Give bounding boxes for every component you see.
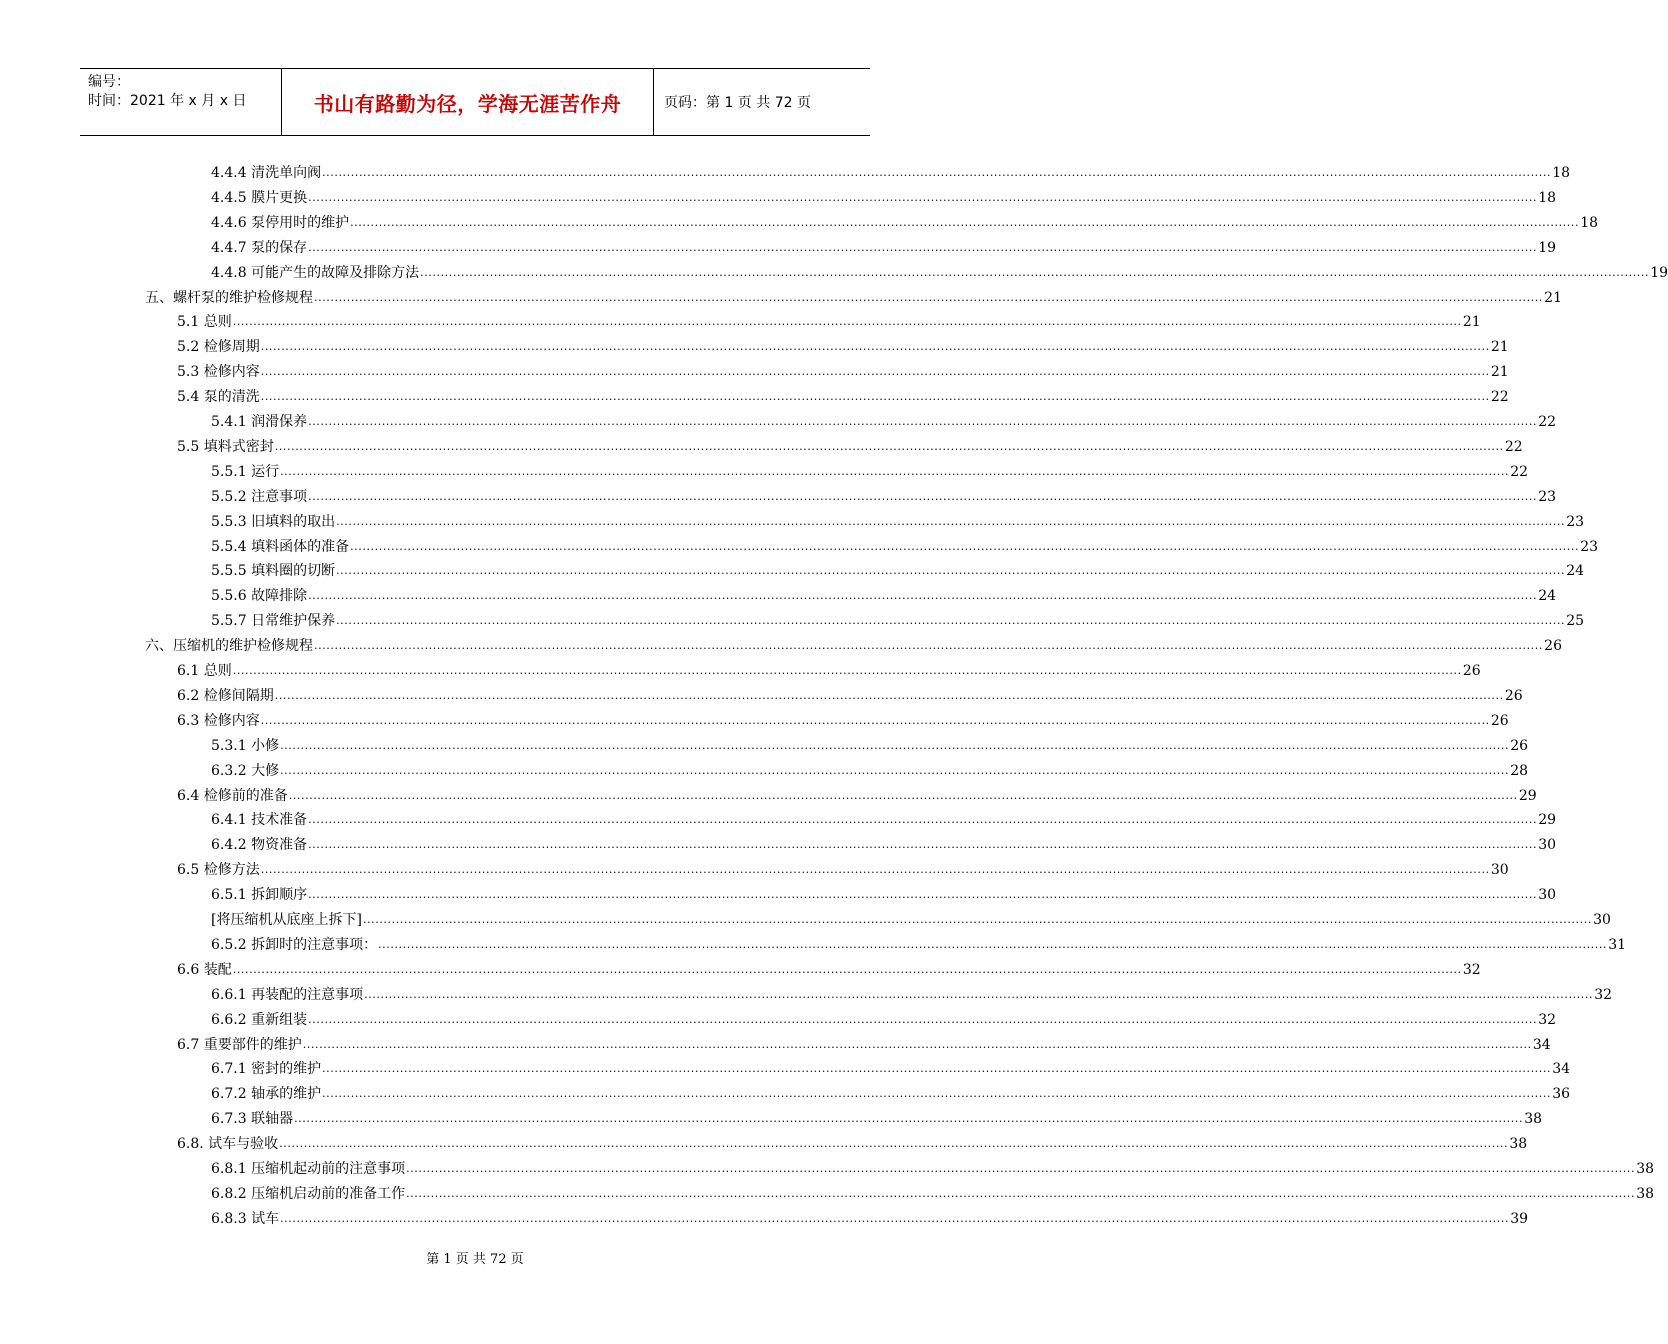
toc-dot-leader: ............................................................................................................................................................................................................................................................................................................	[260, 390, 1490, 404]
toc-dot-leader: ............................................................................................................................................................................................................................................................................................................	[302, 1037, 1532, 1051]
toc-entry-page: 28	[1510, 762, 1529, 779]
toc-entry[interactable]	[211, 1204, 1529, 1228]
toc-dot-leader: ............................................................................................................................................................................................................................................................................................................	[232, 664, 1462, 677]
toc-entry[interactable]	[211, 158, 1571, 182]
toc-entry-page: 18	[1580, 214, 1599, 231]
toc-entry-label: 6.7 重要部件的维护	[177, 1036, 302, 1053]
toc-entry[interactable]	[211, 258, 1668, 282]
toc-entry[interactable]	[177, 706, 1509, 730]
toc-entry-label: 6.7.2 轴承的维护	[211, 1086, 322, 1103]
toc-entry-label: 5.5.6 故障排除	[211, 588, 308, 605]
toc-dot-leader: ............................................................................................................................................................................................................................................................................................................	[336, 614, 1566, 628]
toc-entry-page: 19	[1538, 239, 1557, 256]
toc-dot-leader: ............................................................................................................................................................................................................................................................................................................	[350, 539, 1580, 553]
toc-dot-leader: ............................................................................................................................................................................................................................................................................................................	[406, 1186, 1636, 1200]
toc-entry-page: 21	[1490, 364, 1509, 381]
toc-dot-leader: ............................................................................................................................................................................................................................................................................................................	[260, 863, 1490, 877]
toc-entry[interactable]	[211, 805, 1557, 829]
toc-dot-leader: ............................................................................................................................................................................................................................................................................................................	[274, 688, 1504, 702]
toc-entry-page: 23	[1538, 488, 1557, 505]
toc-entry[interactable]	[211, 507, 1585, 531]
toc-entry[interactable]	[177, 357, 1509, 381]
toc-entry-page: 38	[1524, 1111, 1543, 1128]
toc-entry-page: 34	[1532, 1036, 1551, 1053]
toc-entry-label: 6.6.1 再装配的注意事项	[211, 986, 364, 1003]
toc-entry[interactable]	[211, 1054, 1571, 1078]
toc-entry-page: 26	[1490, 712, 1509, 729]
toc-entry[interactable]	[177, 681, 1523, 705]
toc-entry[interactable]	[145, 631, 1562, 655]
toc-entry-label: 6.5 检修方法	[177, 862, 260, 879]
toc-entry[interactable]	[211, 581, 1557, 605]
toc-entry-page: 24	[1566, 563, 1585, 580]
toc-entry-label: 五、螺杆泵的维护检修规程	[145, 289, 313, 306]
toc-entry[interactable]	[211, 532, 1599, 556]
serial-number-label: 编号：	[88, 74, 130, 90]
toc-dot-leader: ............................................................................................................................................................................................................................................................................................................	[308, 415, 1538, 428]
toc-entry-label: 4.4.6 泵停用时的维护	[211, 214, 350, 231]
toc-entry-page: 23	[1566, 513, 1585, 530]
toc-entry-label: 5.4.1 润滑保养	[211, 414, 308, 430]
toc-entry-page: 30	[1490, 862, 1509, 879]
toc-entry-label: 4.4.8 可能产生的故障及排除方法	[211, 264, 420, 281]
toc-entry-page: 34	[1552, 1061, 1571, 1078]
toc-dot-leader: ............................................................................................................................................................................................................................................................................................................	[280, 763, 1510, 777]
toc-entry-page: 21	[1490, 339, 1509, 356]
toc-entry-page: 38	[1636, 1161, 1655, 1177]
toc-entry-label: 5.5 填料式密封	[177, 438, 274, 455]
toc-entry-page: 39	[1510, 1210, 1529, 1227]
toc-dot-leader: ............................................................................................................................................................................................................................................................................................................	[308, 838, 1538, 852]
toc-entry-page: 30	[1538, 837, 1557, 854]
toc-entry-page: 26	[1544, 638, 1562, 655]
toc-entry[interactable]	[211, 606, 1585, 630]
toc-entry-label: 5.5.4 填料函体的准备	[211, 538, 350, 555]
toc-entry[interactable]	[177, 332, 1509, 356]
toc-entry-page: 38	[1636, 1185, 1655, 1202]
toc-entry[interactable]	[211, 1005, 1557, 1029]
toc-entry[interactable]	[211, 1179, 1655, 1203]
toc-dot-leader: ............................................................................................................................................................................................................................................................................................................	[308, 813, 1538, 827]
toc-entry-label: [将压缩机从底座上拆下]	[211, 912, 362, 928]
toc-entry-label: 5.4 泵的清洗	[177, 389, 260, 406]
toc-entry[interactable]	[211, 905, 1611, 929]
toc-entry-page: 32	[1538, 1011, 1557, 1028]
toc-dot-leader: ............................................................................................................................................................................................................................................................................................................	[274, 439, 1504, 453]
toc-dot-leader: ............................................................................................................................................................................................................................................................................................................	[364, 987, 1594, 1001]
toc-entry-page: 26	[1510, 737, 1529, 754]
toc-dot-leader: ............................................................................................................................................................................................................................................................................................................	[260, 340, 1490, 354]
toc-entry[interactable]	[177, 1129, 1528, 1153]
toc-entry-label: 6.6.2 重新组装	[211, 1011, 308, 1028]
toc-entry-page: 24	[1538, 588, 1557, 605]
toc-entry[interactable]	[211, 407, 1557, 431]
toc-entry-page: 22	[1510, 463, 1529, 480]
toc-entry-label: 5.5.1 运行	[211, 463, 280, 480]
toc-entry[interactable]	[177, 382, 1509, 406]
toc-entry[interactable]	[211, 457, 1529, 481]
toc-entry-page: 26	[1504, 687, 1523, 704]
toc-entry-label: 6.7.3 联轴器	[211, 1111, 294, 1128]
toc-entry[interactable]	[211, 1079, 1571, 1103]
toc-entry-label: 6.7.1 密封的维护	[211, 1061, 322, 1078]
toc-entry[interactable]	[177, 1030, 1551, 1054]
toc-entry-page: 38	[1509, 1136, 1528, 1153]
toc-entry[interactable]	[177, 656, 1481, 680]
toc-dot-leader: ............................................................................................................................................................................................................................................................................................................	[308, 1012, 1538, 1026]
toc-entry-label: 5.1 总则	[177, 314, 232, 331]
toc-entry-label: 5.3.1 小修	[211, 737, 280, 754]
toc-dot-leader: ............................................................................................................................................................................................................................................................................................................	[308, 190, 1538, 204]
toc-entry-label: 5.5.3 旧填料的取出	[211, 513, 336, 530]
toc-dot-leader: ............................................................................................................................................................................................................................................................................................................	[308, 888, 1538, 902]
toc-entry-label: 6.3 检修内容	[177, 712, 260, 729]
toc-dot-leader: ............................................................................................................................................................................................................................................................................................................	[279, 1137, 1509, 1151]
toc-entry-page: 25	[1566, 613, 1585, 630]
toc-dot-leader: ............................................................................................................................................................................................................................................................................................................	[308, 240, 1538, 254]
toc-dot-leader: ............................................................................................................................................................................................................................................................................................................	[314, 639, 1543, 653]
toc-entry[interactable]	[211, 980, 1613, 1004]
toc-entry-label: 4.4.7 泵的保存	[211, 239, 308, 256]
toc-entry-label: 4.4.5 膜片更换	[211, 189, 308, 206]
toc-dot-leader: ............................................................................................................................................................................................................................................................................................................	[280, 464, 1510, 478]
toc-entry-page: 22	[1538, 414, 1557, 430]
page-header	[80, 68, 870, 136]
toc-entry[interactable]	[211, 233, 1557, 257]
toc-entry-label: 6.5.2 拆卸时的注意事项：	[211, 936, 378, 953]
toc-dot-leader: ............................................................................................................................................................................................................................................................................................................	[232, 315, 1462, 329]
toc-dot-leader: ............................................................................................................................................................................................................................................................................................................	[322, 166, 1552, 179]
toc-entry-page: 26	[1462, 663, 1481, 679]
toc-entry-label: 6.4.2 物资准备	[211, 837, 308, 854]
toc-dot-leader: ............................................................................................................................................................................................................................................................................................................	[406, 1162, 1636, 1175]
toc-dot-leader: ............................................................................................................................................................................................................................................................................................................	[260, 713, 1490, 727]
header-page-label: 页码：第 1 页 共 72 页	[664, 95, 811, 111]
toc-dot-leader: ............................................................................................................................................................................................................................................................................................................	[288, 788, 1518, 802]
toc-dot-leader: ............................................................................................................................................................................................................................................................................................................	[362, 913, 1592, 926]
toc-entry[interactable]	[211, 208, 1599, 232]
toc-entry-page: 18	[1552, 165, 1571, 181]
toc-entry-label: 6.8. 试车与验收	[177, 1136, 279, 1153]
toc-entry[interactable]	[177, 955, 1481, 979]
toc-entry-page: 31	[1608, 936, 1627, 953]
page-footer: 第 1 页 共 72 页	[426, 1252, 524, 1267]
toc-dot-leader: ............................................................................................................................................................................................................................................................................................................	[378, 937, 1608, 951]
toc-entry[interactable]	[211, 482, 1557, 506]
toc-entry-page: 19	[1650, 264, 1668, 281]
toc-entry-label: 6.2 检修间隔期	[177, 687, 274, 704]
toc-entry-page: 21	[1462, 314, 1481, 331]
toc-entry-page: 23	[1580, 538, 1599, 555]
toc-entry-label: 6.1 总则	[177, 663, 232, 679]
toc-entry-label: 6.3.2 大修	[211, 762, 280, 779]
toc-entry[interactable]	[211, 1154, 1655, 1178]
toc-dot-leader: ............................................................................................................................................................................................................................................................................................................	[232, 962, 1462, 976]
toc-entry-label: 6.8.3 试车	[211, 1210, 280, 1227]
toc-entry-label: 4.4.4 清洗单向阀	[211, 165, 322, 181]
toc-entry-label: 5.5.5 填料圈的切断	[211, 563, 336, 580]
toc-dot-leader: ............................................................................................................................................................................................................................................................................................................	[294, 1112, 1524, 1126]
toc-entry[interactable]	[211, 556, 1585, 580]
toc-dot-leader: ............................................................................................................................................................................................................................................................................................................	[420, 265, 1650, 279]
toc-entry-page: 18	[1538, 189, 1557, 206]
toc-entry-label: 6.4 检修前的准备	[177, 787, 288, 804]
toc-entry-page: 36	[1552, 1086, 1571, 1103]
toc-entry[interactable]	[145, 283, 1562, 307]
toc-dot-leader: ............................................................................................................................................................................................................................................................................................................	[260, 365, 1490, 379]
toc-dot-leader: ............................................................................................................................................................................................................................................................................................................	[336, 564, 1566, 578]
toc-entry-page: 22	[1490, 389, 1509, 406]
toc-entry-label: 5.5.2 注意事项	[211, 488, 308, 505]
toc-entry-page: 29	[1518, 787, 1537, 804]
toc-entry-label: 六、压缩机的维护检修规程	[145, 638, 313, 655]
toc-dot-leader: ............................................................................................................................................................................................................................................................................................................	[280, 1211, 1510, 1225]
toc-entry[interactable]	[211, 930, 1627, 954]
toc-dot-leader: ............................................................................................................................................................................................................................................................................................................	[308, 489, 1538, 503]
toc-entry[interactable]	[177, 855, 1509, 879]
toc-entry-page: 32	[1594, 986, 1613, 1003]
toc-dot-leader: ............................................................................................................................................................................................................................................................................................................	[322, 1062, 1552, 1076]
toc-entry-page: 21	[1544, 289, 1562, 306]
toc-entry[interactable]	[211, 731, 1529, 755]
toc-entry-label: 6.8.1 压缩机起动前的注意事项	[211, 1161, 406, 1177]
toc-entry[interactable]	[177, 307, 1481, 331]
toc-entry[interactable]	[211, 756, 1529, 780]
toc-entry-label: 5.2 检修周期	[177, 339, 260, 356]
toc-entry[interactable]	[177, 781, 1537, 805]
toc-entry[interactable]	[211, 1104, 1543, 1128]
header-info-cell	[80, 69, 282, 135]
header-motto: 书山有路勤为径，学海无涯苦作舟	[282, 69, 654, 135]
toc-entry[interactable]	[211, 183, 1557, 207]
toc-entry-label: 6.6 装配	[177, 961, 232, 978]
toc-dot-leader: ............................................................................................................................................................................................................................................................................................................	[280, 738, 1510, 752]
toc-dot-leader: ............................................................................................................................................................................................................................................................................................................	[350, 215, 1580, 229]
toc-entry-page: 30	[1538, 887, 1557, 904]
toc-entry-page: 32	[1462, 961, 1481, 978]
toc-entry-label: 6.8.2 压缩机启动前的准备工作	[211, 1185, 406, 1202]
toc-entry-page: 29	[1538, 812, 1557, 829]
toc-entry[interactable]	[211, 880, 1557, 904]
time-label: 时间：2021 年 x 月 x 日	[88, 93, 247, 109]
toc-entry-label: 6.5.1 拆卸顺序	[211, 887, 308, 904]
toc-dot-leader: ............................................................................................................................................................................................................................................................................................................	[308, 589, 1538, 603]
toc-entry-page: 30	[1593, 912, 1611, 928]
toc-entry[interactable]	[177, 432, 1523, 456]
toc-dot-leader: ............................................................................................................................................................................................................................................................................................................	[314, 290, 1543, 304]
toc-entry-page: 22	[1504, 438, 1523, 455]
toc-entry[interactable]	[211, 830, 1557, 854]
toc-entry-label: 5.5.7 日常维护保养	[211, 613, 336, 630]
toc-entry-label: 5.3 检修内容	[177, 364, 260, 381]
toc-dot-leader: ............................................................................................................................................................................................................................................................................................................	[322, 1087, 1552, 1101]
toc-entry-label: 6.4.1 技术准备	[211, 812, 308, 829]
toc-dot-leader: ............................................................................................................................................................................................................................................................................................................	[336, 514, 1566, 528]
